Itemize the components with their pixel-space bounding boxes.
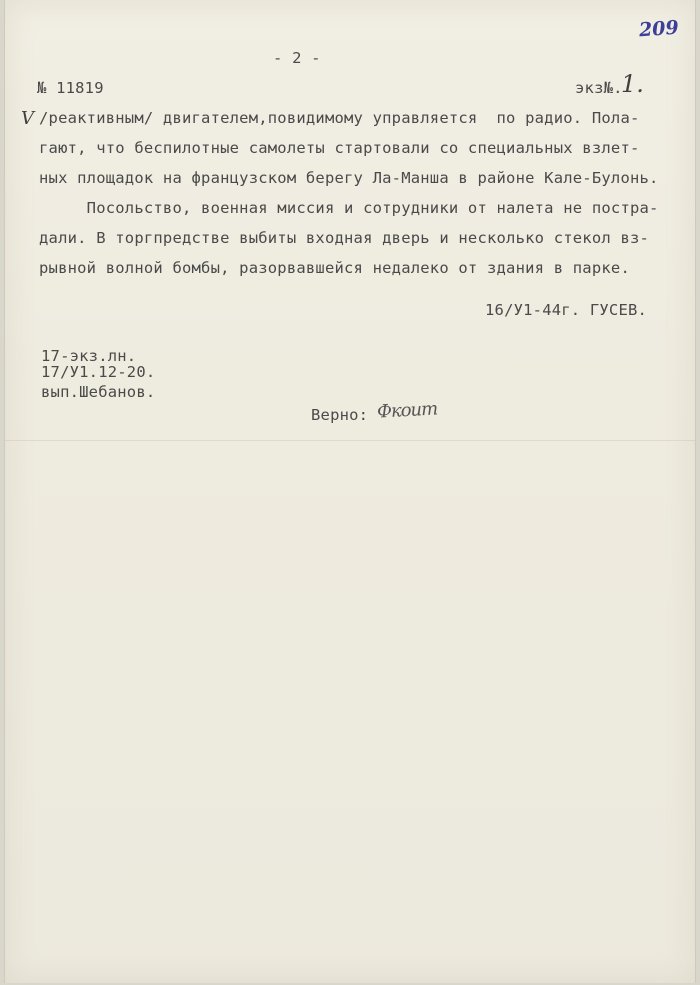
distribution-datetime: 17/У1.12-20. xyxy=(41,363,156,381)
document-page xyxy=(4,0,696,983)
distribution-executor: вып.Шебанов. xyxy=(41,383,156,401)
body-line-6: рывной волной бомбы, разорвавшейся недалеко от здания в парке. xyxy=(39,259,630,277)
distribution-copies: 17-экз.лн. xyxy=(41,347,137,365)
document-number: № 11819 xyxy=(37,79,104,97)
copy-number-handwritten: 1. xyxy=(621,70,644,98)
body-line-3: ных площадок на французском берегу Ла-Манша в районе Кале-Булонь. xyxy=(39,169,659,187)
body-line-1: /реактивным/ двигателем,повидимому управляется по радио. Пола- xyxy=(39,109,640,127)
date-signature: 16/У1-44г. ГУСЕВ. xyxy=(485,301,648,319)
body-line-5: дали. В торгпредстве выбиты входная дверь и несколько стекол вз- xyxy=(39,229,650,247)
paper-fold-line xyxy=(5,440,695,441)
page-number: - 2 - xyxy=(273,49,321,67)
copy-number-label: экз№. xyxy=(575,79,623,97)
body-line-2: гают, что беспилотные самолеты стартовали со специальных взлет- xyxy=(39,139,640,157)
body-line-4: Посольство, военная миссия и сотрудники от налета не постра- xyxy=(39,199,659,217)
archive-page-number: 209 xyxy=(638,16,680,42)
certification-signature: Фкоит xyxy=(376,398,438,423)
margin-checkmark: V xyxy=(21,108,34,129)
certification-label: Верно: xyxy=(311,406,369,424)
